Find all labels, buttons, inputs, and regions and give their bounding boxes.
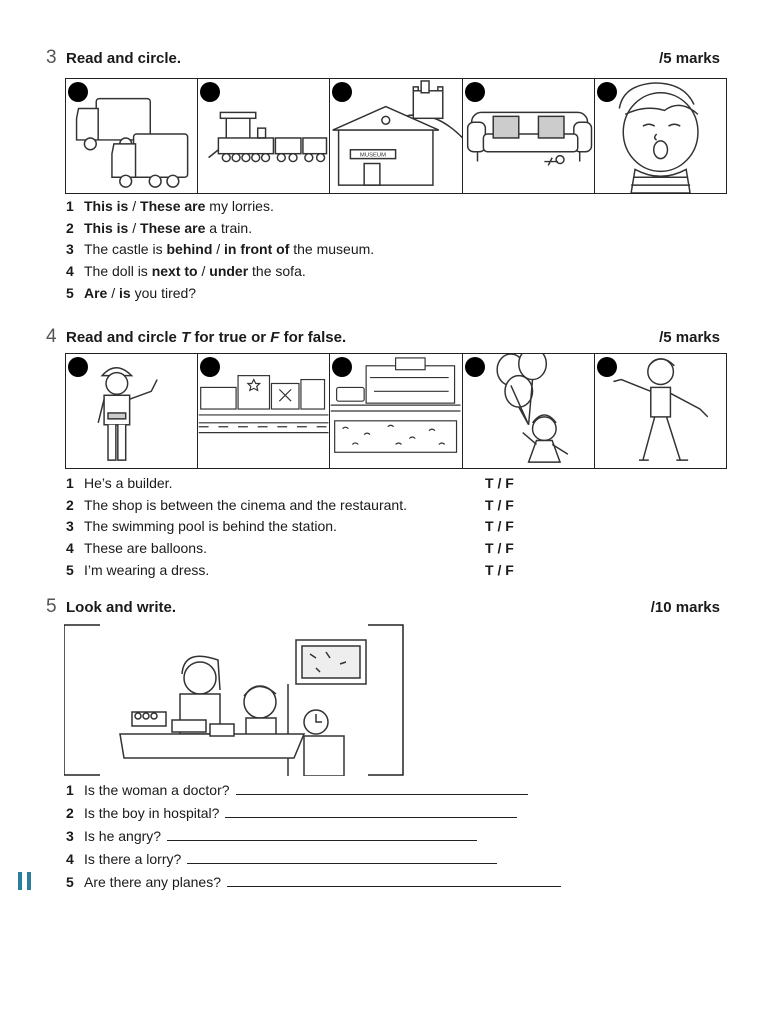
true-false-choice[interactable]: T / F xyxy=(485,496,514,513)
balloons-girl-picture xyxy=(463,354,595,468)
question-item: 1 He’s a builder. T / F xyxy=(66,473,586,495)
question-item: 3 The castle is behind / in front of the museum. xyxy=(66,241,375,258)
answer-line[interactable] xyxy=(167,826,477,841)
picture-marker xyxy=(68,82,88,102)
picture-marker xyxy=(68,357,88,377)
hospital-scene-picture xyxy=(64,624,404,776)
question-item: 4 The doll is next to / under the sofa. xyxy=(66,263,306,280)
picture-marker xyxy=(465,357,485,377)
question-item: 2 This is / These are a train. xyxy=(66,219,253,236)
castle-museum-picture xyxy=(330,79,462,193)
answer-line[interactable] xyxy=(236,780,528,795)
margin-bar-icon xyxy=(18,872,32,890)
question-item: 5 Are there any planes? xyxy=(66,871,561,894)
section-5-header xyxy=(46,596,720,618)
true-false-choice[interactable]: T / F xyxy=(485,475,514,491)
section-4-header xyxy=(46,326,720,348)
question-item: 3 The swimming pool is behind the station. T / F xyxy=(66,516,586,538)
question-item: 4 These are balloons. T / F xyxy=(66,538,586,560)
train-picture xyxy=(198,79,330,193)
section-number: 4 xyxy=(46,326,57,347)
section-3-items xyxy=(66,196,374,304)
question-item: 1 This is / These are my lorries. xyxy=(66,198,274,214)
museum-sign: MUSEUM xyxy=(360,152,387,159)
picture-marker xyxy=(597,357,617,377)
section-3-header xyxy=(46,47,720,69)
question-item: 1 Is the woman a doctor? xyxy=(66,779,561,802)
true-false-choice[interactable]: T / F xyxy=(485,518,514,535)
question-item: 2 Is the boy in hospital? xyxy=(66,802,561,825)
section-title: Read and circle. xyxy=(66,50,182,67)
section-4-items xyxy=(66,473,586,581)
question-item: 4 Is there a lorry? xyxy=(66,848,561,871)
question-item: 5 Are / is you tired? xyxy=(66,284,197,301)
sofa-doll-picture xyxy=(463,79,595,193)
question-item: 5 I’m wearing a dress. T / F xyxy=(66,560,586,582)
section-marks: /5 marks xyxy=(659,329,720,346)
section-marks: /5 marks xyxy=(659,50,720,67)
street-shops-picture xyxy=(198,354,330,468)
section-number: 3 xyxy=(46,47,57,68)
true-false-choice[interactable]: T / F xyxy=(485,561,514,578)
section-title: Look and write. xyxy=(66,599,177,616)
lorries-picture xyxy=(66,79,198,193)
tired-boy-picture xyxy=(595,79,726,193)
builder-picture xyxy=(66,354,198,468)
station-pool-picture xyxy=(330,354,462,468)
boy-dancing-picture xyxy=(595,354,726,468)
answer-line[interactable] xyxy=(187,849,497,864)
question-item: 3 Is he angry? xyxy=(66,825,561,848)
picture-marker xyxy=(465,82,485,102)
section-title: Read and circle T for true or F for false. xyxy=(66,329,347,346)
picture-marker xyxy=(597,82,617,102)
section-marks: /10 marks xyxy=(650,599,720,616)
question-item: 2 The shop is between the cinema and the restaurant. T / F xyxy=(66,495,586,517)
answer-line[interactable] xyxy=(225,803,517,818)
section-3-picture-strip xyxy=(65,78,727,194)
section-4-picture-strip xyxy=(65,353,727,469)
section-number: 5 xyxy=(46,596,57,617)
answer-line[interactable] xyxy=(227,872,561,887)
section-5-items xyxy=(66,779,561,894)
true-false-choice[interactable]: T / F xyxy=(485,540,514,557)
